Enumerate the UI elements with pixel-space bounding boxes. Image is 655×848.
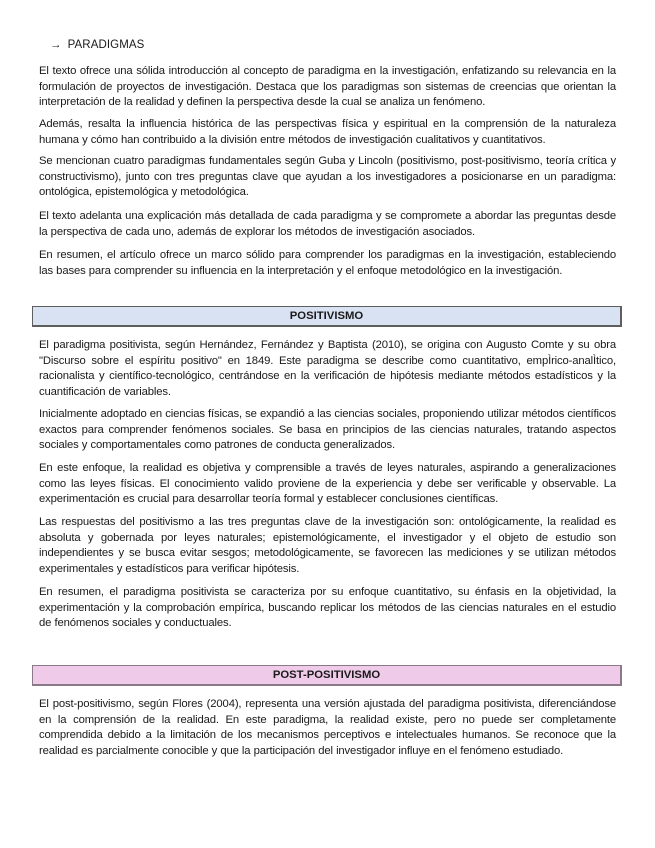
intro-paragraph-2: Además, resalta la influencia histórica de las perspectivas física y espiritual en la comprensión de la naturaleza humana y cómo han contribuido a la división entre métodos de investigación cualitativos y cuantitativos. xyxy=(39,118,616,146)
positivismo-paragraph-1: El paradigma positivista, según Hernández, Fernández y Baptista (2010), se origina con Augusto Comte y su obra "Discurso sobre el espíritu positivo" en 1849. Este paradigma se describe como cuantitativo, empÌrico-analÌtico, racionalista y científico-tecnológico, centrándose en la verificación de hipótesis mediante métodos estadísticos y la cuantificación de variables. xyxy=(39,339,616,398)
positivismo-paragraph-4: Las respuestas del positivismo a las tres preguntas clave de la investigación son: ontológicamente, la realidad es absoluta y gobernada por leyes naturales; epistemológicamente, el investigador y el objeto de estudio son independientes y se busca evitar sesgos; metodológicamente, se favorecen las mediciones y se utilizan métodos experimentales y estadísticos para verificar hipótesis. xyxy=(39,516,616,575)
heading-text: PARADIGMAS xyxy=(67,39,145,51)
positivismo-paragraph-5: En resumen, el paradigma positivista se caracteriza por su enfoque cuantitativo, su énfasis en la objetividad, la experimentación y la comprobación empírica, buscando replicar los métodos de las ciencias naturales en el estudio de fenómenos sociales y conductuales. xyxy=(39,586,616,630)
intro-paragraph-5: En resumen, el artículo ofrece un marco sólido para comprender los paradigmas en la investigación, estableciendo las bases para comprender su influencia en la interpretación y el enfoque metodológico en la investigación. xyxy=(39,249,616,277)
section-header-post-positivismo xyxy=(32,665,622,686)
section-title: POST-POSITIVISMO xyxy=(272,669,381,681)
post-positivismo-paragraph-1: El post-positivismo, según Flores (2004), representa una versión ajustada del paradigma positivista, diferenciándose en la comprensión de la realidad. En este paradigma, la realidad existe, pero no puede ser completamente comprendida debido a la limitación de los mecanismos perceptivos e intelectuales humanos. Se reconoce que la realidad es parcialmente conocible y que la participación del investigador influye en el fenómeno estudiado. xyxy=(39,698,616,757)
arrow-right-icon: → xyxy=(50,39,62,51)
intro-paragraph-3: Se mencionan cuatro paradigmas fundamentales según Guba y Lincoln (positivismo, post-positivismo, teoría crítica y constructivismo), junto con tres preguntas clave que ayudan a los investigadores a posicionarse en un paradigma: ontológica, epistemológica y metodológica. xyxy=(39,155,616,199)
section-heading-paradigmas xyxy=(50,39,144,51)
intro-paragraph-4: El texto adelanta una explicación más detallada de cada paradigma y se compromete a abordar las preguntas desde la perspectiva de cada uno, además de explorar los métodos de investigación asociados. xyxy=(39,210,616,238)
intro-paragraph-1: El texto ofrece una sólida introducción al concepto de paradigma en la investigación, enfatizando su relevancia en la formulación de proyectos de investigación. Destaca que los paradigmas son sistemas de creencias que orientan la interpretación de la realidad y definen la perspectiva desde la cual se analiza un fenómeno. xyxy=(39,65,616,109)
positivismo-paragraph-3: En este enfoque, la realidad es objetiva y comprensible a través de leyes naturales, aspirando a generalizaciones como las leyes físicas. El conocimiento valido proviene de la experiencia y debe ser verificable y observable. La experimentación es crucial para desarrollar teoría formal y establecer conclusiones científicas. xyxy=(39,462,616,506)
positivismo-paragraph-2: Inicialmente adoptado en ciencias físicas, se expandió a las ciencias sociales, proponiendo utilizar métodos científicos exactos para comprender fenómenos sociales. Se basa en principios de las ciencias naturales, tratando aspectos sociales y comportamentales como patrones de conducta generalizados. xyxy=(39,408,616,452)
section-title: POSITIVISMO xyxy=(289,310,364,322)
section-header-positivismo xyxy=(32,306,622,327)
